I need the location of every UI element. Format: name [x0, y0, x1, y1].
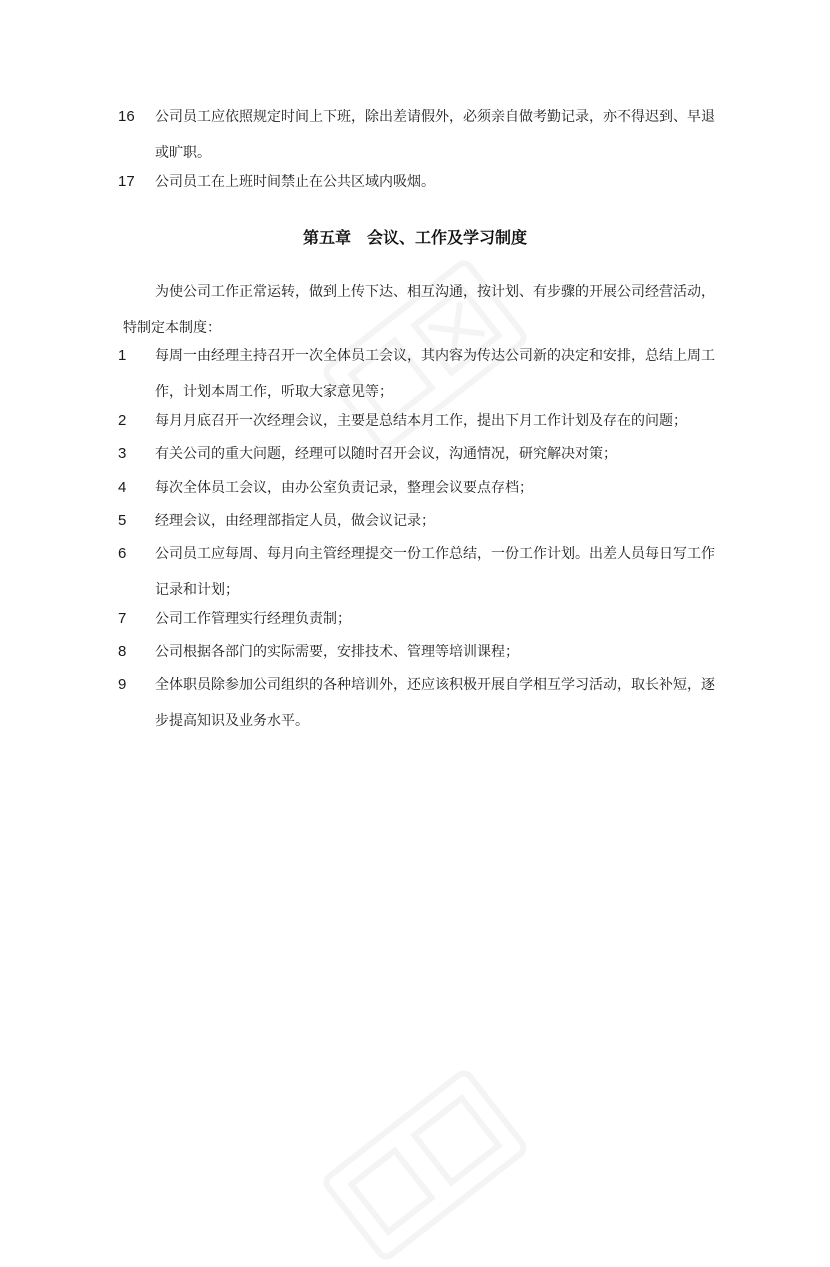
- item-number: 3: [118, 445, 127, 462]
- item-text: 公司员工应每周、每月向主管经理提交一份工作总结，一份工作计划。出差人员每日写工作记录和计划；: [155, 546, 715, 598]
- item-text: 全体职员除参加公司组织的各种培训外，还应该积极开展自学相互学习活动，取长补短，逐步提高知识及业务水平。: [155, 677, 715, 729]
- chapter-intro: 为使公司工作正常运转，做到上传下达、相互沟通，按计划、有步骤的开展公司经营活动，特制定本制度：: [123, 284, 715, 336]
- item-number: 2: [118, 412, 127, 429]
- item-text: 有关公司的重大问题，经理可以随时召开会议，沟通情况，研究解决对策；: [155, 446, 617, 462]
- item-text: 公司员工在上班时间禁止在公共区域内吸烟。: [155, 174, 435, 190]
- item-text: 公司工作管理实行经理负责制；: [155, 611, 351, 627]
- item-number: 5: [118, 512, 127, 529]
- chapter-title: 第五章 会议、工作及学习制度: [302, 228, 527, 247]
- item-text: 公司根据各部门的实际需要，安排技术、管理等培训课程；: [155, 644, 519, 660]
- item-text: 每周一由经理主持召开一次全体员工会议，其内容为传达公司新的决定和安排，总结上周工作，计划本周工作，听取大家意见等；: [155, 348, 715, 400]
- item-number: 4: [118, 479, 127, 496]
- item-number: 16: [118, 108, 135, 125]
- item-number: 7: [118, 610, 127, 627]
- item-number: 1: [118, 347, 127, 364]
- watermark-logo-icon: [316, 1063, 533, 1267]
- item-text: 每月月底召开一次经理会议，主要是总结本月工作，提出下月工作计划及存在的问题；: [155, 413, 687, 429]
- item-number: 8: [118, 643, 127, 660]
- item-text: 经理会议，由经理部指定人员，做会议记录；: [155, 513, 435, 529]
- item-number: 6: [118, 545, 127, 562]
- item-number: 9: [118, 676, 127, 693]
- item-number: 17: [118, 173, 135, 190]
- item-text: 公司员工应依照规定时间上下班，除出差请假外，必须亲自做考勤记录，亦不得迟到、早退或旷职。: [155, 109, 715, 161]
- item-text: 每次全体员工会议，由办公室负责记录，整理会议要点存档；: [155, 480, 533, 496]
